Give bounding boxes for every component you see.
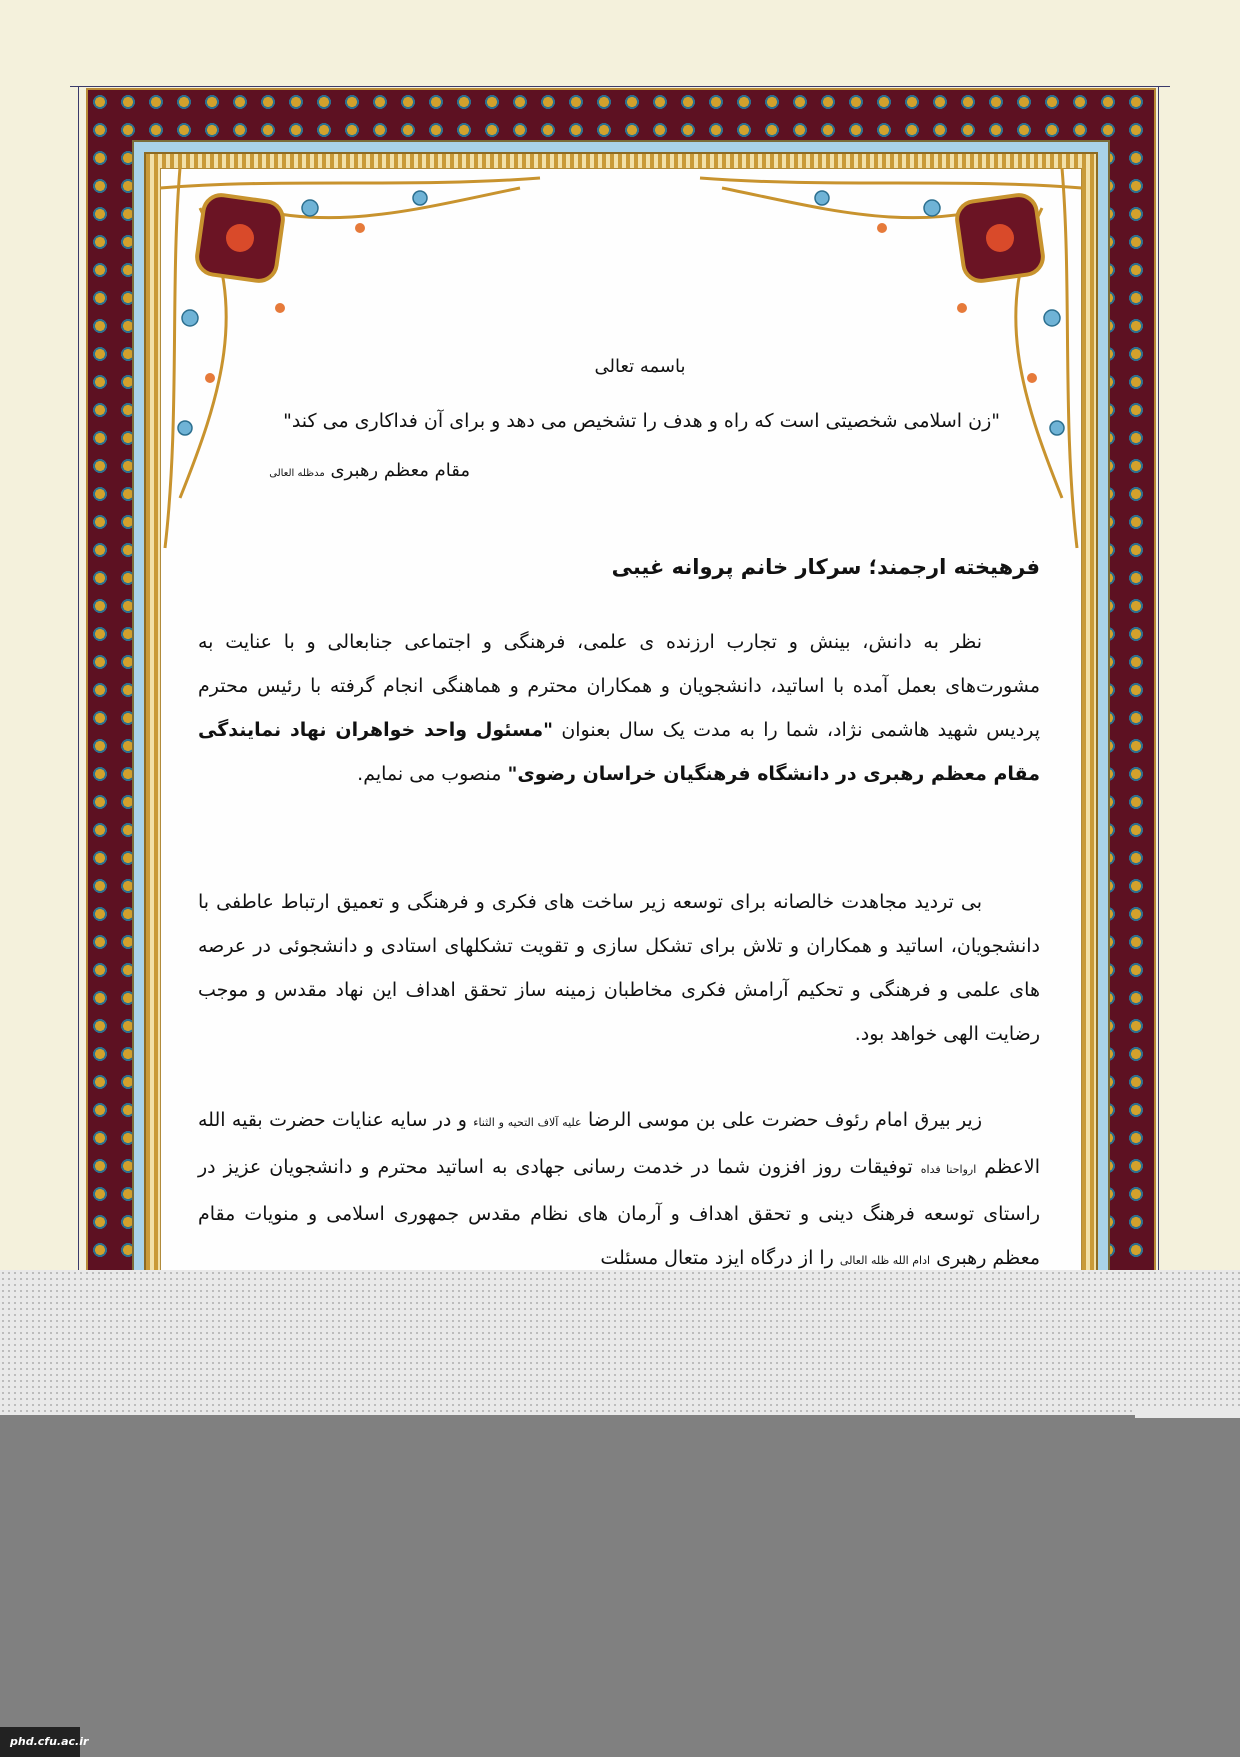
paragraph-appointment xyxy=(198,620,1040,796)
addressee-line: فرهیخته ارجمند؛ سرکار خانم پروانه غیبی xyxy=(611,555,1040,579)
paragraph-blessing xyxy=(198,1098,1040,1270)
blessing-part4: را از درگاه ایزد متعال مسئلت xyxy=(600,1247,834,1269)
blessing-honor2: ارواحنا فداه xyxy=(920,1163,977,1176)
paragraph-mission: بی تردید مجاهدت خالصانه برای توسعه زیر ساخت های فکری و فرهنگی و تعمیق ارتباط عاطفی با دانشجویان، اساتید و همکاران و تلاش برای تشکل سازی و تقویت تشکلهای استادی و دانشجوئی در عرصه های علمی و فرهنگی و تحکیم آرامش فکری مخاطبان زمینه ساز تحقق اهداف این نهاد مقدس و موجب رضایت الهی خواهد بود. xyxy=(198,891,1040,1045)
appointment-text-b: منصوب می نمایم. xyxy=(357,763,502,785)
quote-attribution xyxy=(240,460,470,481)
basmala-heading: باسمه تعالی xyxy=(594,356,686,377)
frame-tick-border-right xyxy=(1158,86,1173,1270)
scan-halftone-band xyxy=(0,1270,1240,1415)
frame-tick-border-left xyxy=(64,86,79,1270)
appointment-title: "مسئول واحد خواهران نهاد نمایندگی مقام معظم رهبری در دانشگاه فرهنگیان خراسان رضوی" xyxy=(198,719,1040,785)
blessing-part3: توفیقات روز افزون شما در خدمت رسانی جهادی به اساتید محترم و دانشجویان عزیز در راستای توسعه فرهنگ دینی و تحقق اهداف و آرمان های نظام مقدس جمهوری اسلامی و منویات مقام معظم رهبری xyxy=(198,1156,1040,1269)
attribution-honorific: مدظله العالی xyxy=(269,468,325,479)
attribution-name: مقام معظم رهبری xyxy=(330,460,470,481)
blessing-honor3: ادام الله ظله العالی xyxy=(839,1254,931,1267)
scan-edge-notch xyxy=(1135,1408,1240,1418)
site-watermark: phd.cfu.ac.ir xyxy=(0,1727,80,1757)
leader-quote: "زن اسلامی شخصیتی است که راه و هدف را تشخیص می دهد و برای آن فداکاری می کند" xyxy=(283,410,1000,432)
blessing-part2: و در سایه عنایات حضرت بقیه الله الاعظم xyxy=(198,1109,1040,1178)
frame-tick-border-top xyxy=(70,72,1170,87)
blessing-part1: زیر بیرق امام رئوف حضرت علی بن موسی الرضا xyxy=(587,1109,982,1131)
appointment-text-a: نظر به دانش، بینش و تجارب ارزنده ی علمی، فرهنگی و اجتماعی جنابعالی و با عنایت به مشورت‌های بعمل آمده با اساتید، دانشجویان و همکاران محترم و هماهنگی انجام گرفته با رئیس محترم پردیس شهید هاشمی نژاد، شما را به مدت یک سال بعنوان xyxy=(198,631,1040,741)
blessing-honor1: علیه آلاف التحیه و الثناء xyxy=(473,1116,582,1129)
